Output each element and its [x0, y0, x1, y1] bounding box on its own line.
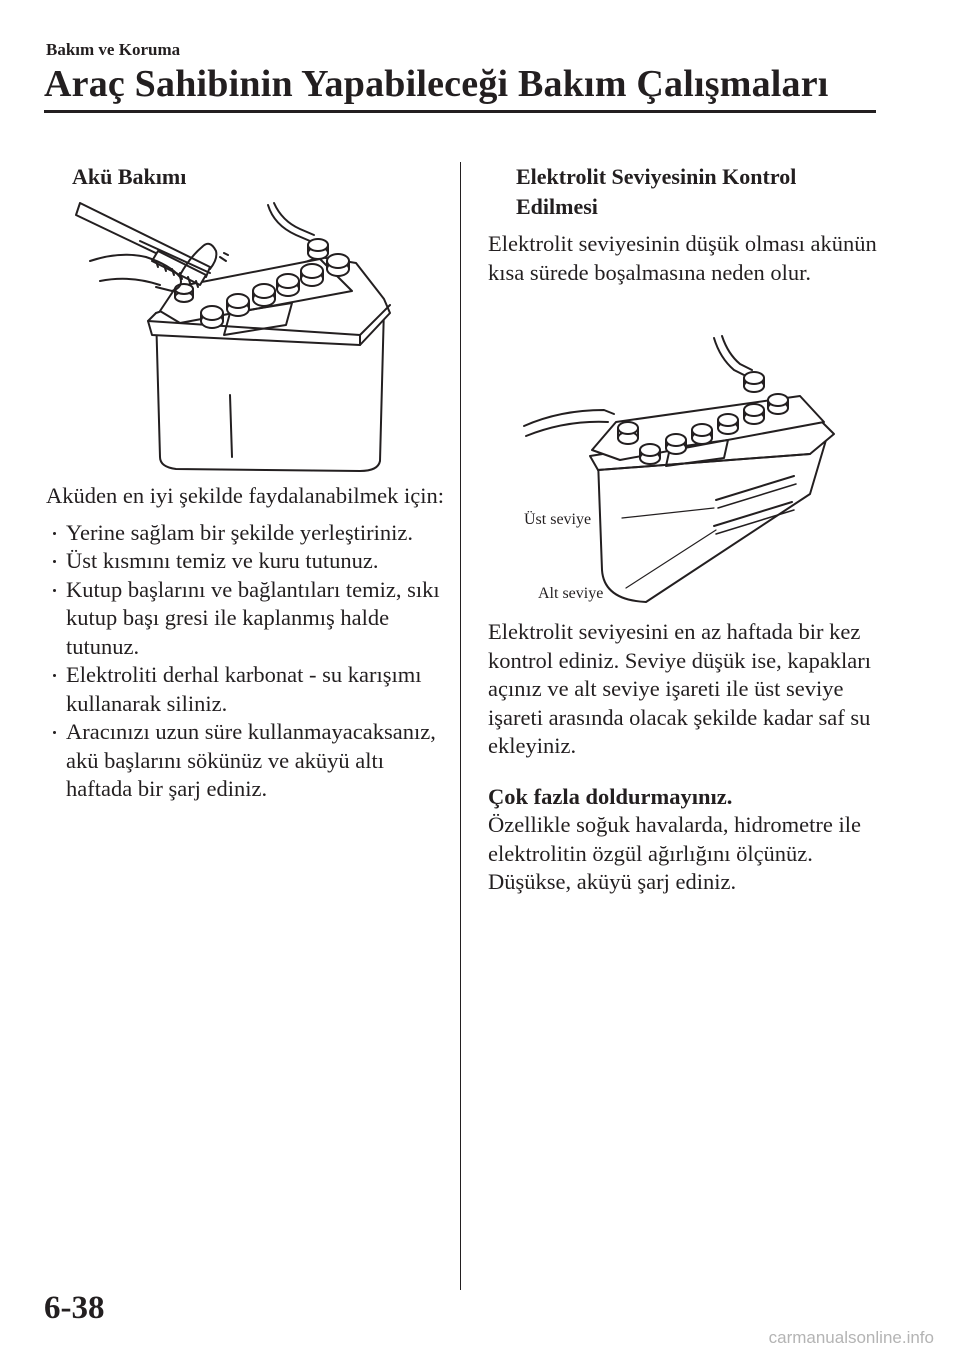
- section-label: Bakım ve Koruma: [46, 40, 181, 59]
- list-item: [46, 519, 446, 548]
- hydrometer-paragraph: Özellikle soğuk havalarda, hidrometre ile elektrolitin özgül ağırlığını ölçünüz. Düşükse, aküyü şarj ediniz.: [488, 812, 861, 894]
- left-body: [46, 482, 446, 804]
- overfill-warning: Çok fazla doldurmayınız.: [488, 783, 733, 809]
- bullet-dot: [53, 731, 56, 734]
- left-heading-block: [46, 162, 446, 192]
- list-item: [46, 661, 446, 718]
- bullet-dot: [53, 560, 56, 563]
- battery-cleaning-illustration: [60, 195, 400, 475]
- list-item-text: Aracınızı uzun süre kullanmayacaksanız, akü başlarını sökünüz ve aküyü altı haftada bir şarj ediniz.: [66, 719, 436, 801]
- page-number: 6-38: [44, 1290, 105, 1326]
- bullet-dot: [53, 589, 56, 592]
- list-item: [46, 718, 446, 804]
- upper-level-label: Üst seviye: [524, 511, 592, 528]
- list-item-text: Üst kısmını temiz ve kuru tutunuz.: [66, 548, 379, 573]
- watermark: carmanualsonline.info: [768, 1328, 934, 1347]
- bullet-dot: [53, 532, 56, 535]
- electrolyte-intro: Elektrolit seviyesinin düşük olması akünün kısa sürede boşalmasına neden olur.: [488, 231, 877, 285]
- electrolyte-check-paragraph: Elektrolit seviyesini en az haftada bir kez kontrol ediniz. Seviye düşük ise, kapakları açınız ve alt seviye işareti ile üst seviye işareti arasında olacak şekilde kadar saf su ekleyiniz.: [488, 619, 872, 758]
- lower-level-label: Alt seviye: [538, 585, 604, 602]
- list-item-text: Yerine sağlam bir şekilde yerleştiriniz.: [66, 519, 414, 545]
- list-item-text: Elektroliti derhal karbonat - su karışımı kullanarak siliniz.: [66, 662, 422, 716]
- electrolyte-heading: Elektrolit Seviyesinin Kontrol Edilmesi: [516, 164, 797, 219]
- battery-care-intro: Aküden en iyi şekilde faydalanabilmek için:: [46, 483, 445, 508]
- list-item-text: Kutup başlarını ve bağlantıları temiz, sıkı kutup başı gresi ile kaplanmış halde tutunuz.: [66, 576, 440, 659]
- battery-care-list: [46, 519, 446, 804]
- chapter-title: Araç Sahibinin Yapabileceği Bakım Çalışmaları: [44, 63, 829, 105]
- column-divider: [460, 162, 461, 1290]
- list-item: [46, 576, 446, 662]
- electrolyte-level-illustration: [520, 330, 850, 610]
- right-body: [488, 618, 888, 897]
- title-divider: [44, 110, 876, 113]
- right-heading-block: [488, 162, 888, 222]
- list-item: [46, 547, 446, 576]
- bullet-dot: [53, 674, 56, 677]
- right-intro-block: [488, 230, 888, 287]
- battery-care-heading: Akü Bakımı: [72, 164, 187, 189]
